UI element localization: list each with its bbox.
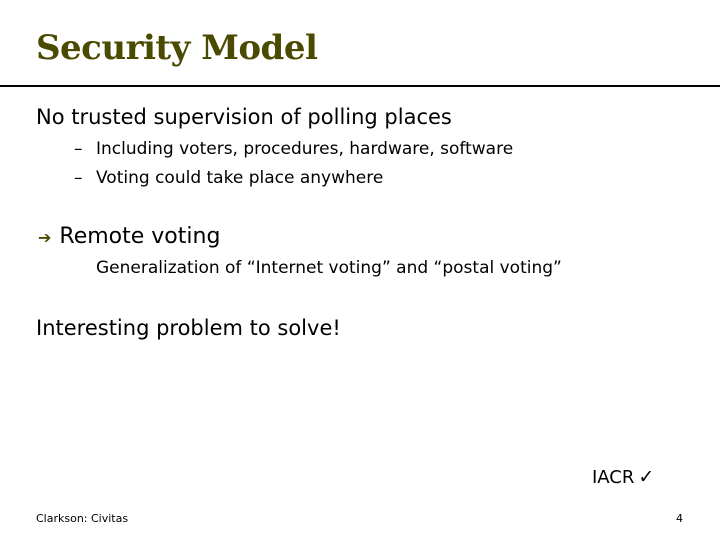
check-icon: ✓	[638, 466, 655, 488]
footer-author: Clarkson: Civitas	[36, 512, 129, 525]
iacr-text: IACR	[592, 467, 635, 488]
sub-bullet-anywhere	[74, 168, 383, 188]
slide-title: Security Model	[36, 28, 318, 68]
iacr-label	[592, 466, 654, 488]
arrow-point-text: Remote voting	[59, 224, 221, 249]
interesting-problem-text: Interesting problem to solve!	[36, 316, 341, 340]
page-number: 4	[676, 512, 683, 525]
bullet-supervision: No trusted supervision of polling places	[36, 105, 452, 129]
sub-bullet-text: Voting could take place anywhere	[96, 168, 384, 188]
generalization-text: Generalization of “Internet voting” and “postal voting”	[96, 258, 562, 278]
arrow-point-remote-voting	[38, 224, 220, 249]
sub-bullet-text: Including voters, procedures, hardware, software	[96, 139, 514, 159]
dash-marker: –	[74, 139, 83, 159]
title-divider	[0, 85, 720, 87]
right-arrow-icon: ➔	[38, 228, 52, 247]
sub-bullet-including	[74, 139, 513, 159]
dash-marker: –	[74, 168, 83, 188]
